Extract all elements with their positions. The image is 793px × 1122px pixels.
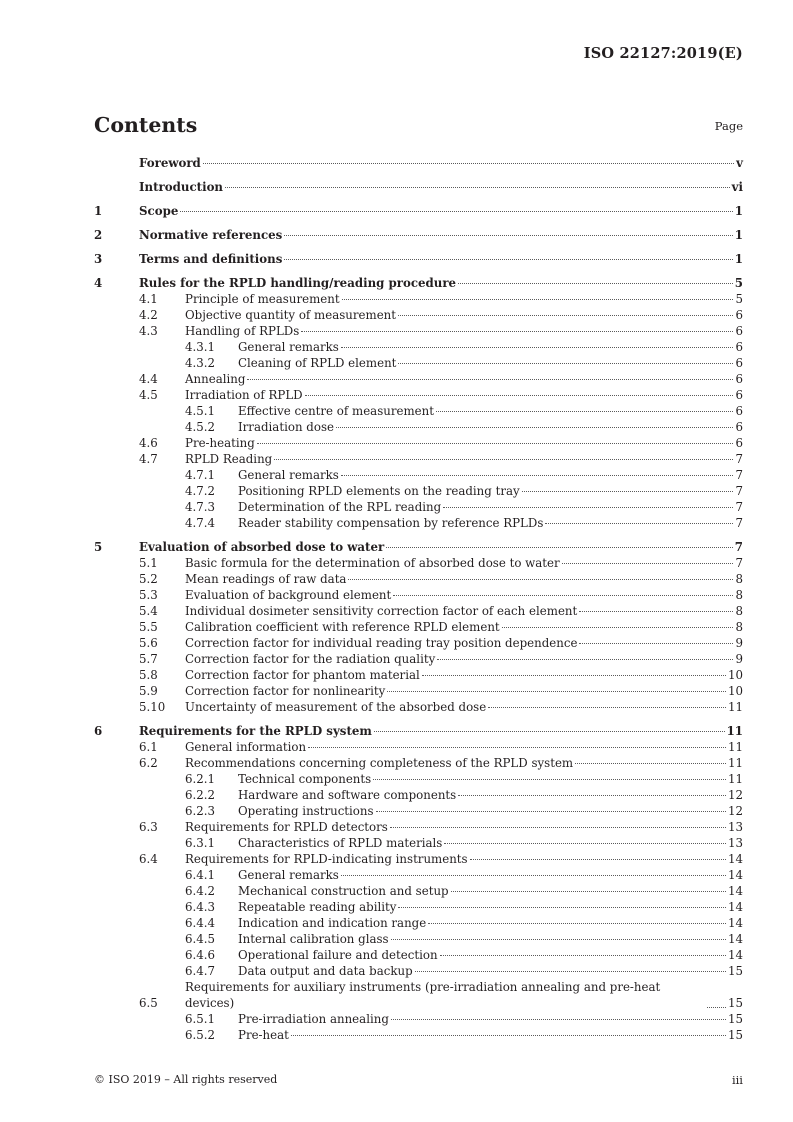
toc-entry-page[interactable]: 11 bbox=[727, 772, 743, 786]
toc-entry-number: 6.3 bbox=[139, 820, 158, 834]
toc-entry-number: 6.4.4 bbox=[185, 916, 216, 930]
toc-entry[interactable] bbox=[94, 899, 743, 915]
toc-entry[interactable] bbox=[94, 771, 743, 787]
toc-entry-number: 6.4 bbox=[139, 852, 158, 866]
toc-entry[interactable] bbox=[94, 387, 743, 403]
dot-leader bbox=[386, 547, 733, 548]
toc-entry-number: 5.3 bbox=[139, 588, 158, 602]
toc-entry-page[interactable]: 12 bbox=[727, 788, 743, 802]
toc-entry-title[interactable]: Operational failure and detection bbox=[238, 948, 438, 962]
toc-entry-number: 1 bbox=[94, 204, 103, 218]
toc-entry[interactable] bbox=[94, 403, 743, 419]
toc-entry-number: 6.2.1 bbox=[185, 772, 216, 786]
toc-entry[interactable] bbox=[94, 435, 743, 451]
toc-entry-title[interactable]: Operating instructions bbox=[238, 804, 374, 818]
toc-entry-title[interactable]: Correction factor for individual reading tray position dependence bbox=[185, 636, 578, 650]
toc-entry[interactable] bbox=[94, 179, 743, 195]
toc-entry-page[interactable]: 6 bbox=[735, 388, 743, 402]
toc-entry-number: 6.4.5 bbox=[185, 932, 216, 946]
dot-leader bbox=[398, 363, 733, 364]
dot-leader bbox=[374, 731, 725, 732]
toc-entry[interactable] bbox=[94, 835, 743, 851]
toc-entry-page[interactable]: 7 bbox=[735, 500, 743, 514]
toc-entry-title[interactable]: Pre-heating bbox=[185, 436, 255, 450]
toc-entry-page[interactable]: 7 bbox=[735, 452, 743, 466]
table-of-contents bbox=[94, 155, 743, 1043]
toc-entry-title[interactable]: Cleaning of RPLD element bbox=[238, 356, 397, 370]
toc-entry[interactable] bbox=[94, 915, 743, 931]
toc-entry-number: 3 bbox=[94, 252, 103, 266]
dot-leader bbox=[562, 563, 734, 564]
dot-leader bbox=[436, 411, 733, 412]
toc-entry-page[interactable]: 5 bbox=[735, 292, 743, 306]
dot-leader bbox=[579, 611, 733, 612]
toc-entry-number: 4.3 bbox=[139, 324, 158, 338]
dot-leader bbox=[301, 331, 733, 332]
dot-leader bbox=[437, 659, 733, 660]
toc-entry-number: 4.4 bbox=[139, 372, 158, 386]
toc-entry-title[interactable]: Mean readings of raw data bbox=[185, 572, 347, 586]
toc-entry-title[interactable]: Data output and data backup bbox=[238, 964, 413, 978]
dot-leader bbox=[398, 315, 733, 316]
dot-leader bbox=[373, 779, 726, 780]
toc-entry-page[interactable]: 15 bbox=[727, 964, 743, 978]
toc-entry-title[interactable]: Irradiation of RPLD bbox=[185, 388, 303, 402]
dot-leader bbox=[387, 691, 726, 692]
toc-entry-title[interactable]: Hardware and software components bbox=[238, 788, 457, 802]
toc-entry-title[interactable]: Characteristics of RPLD materials bbox=[238, 836, 443, 850]
toc-entry-title[interactable]: General information bbox=[185, 740, 307, 754]
toc-entry[interactable] bbox=[94, 635, 743, 651]
toc-entry-page[interactable]: 6 bbox=[735, 420, 743, 434]
dot-leader bbox=[284, 259, 732, 260]
dot-leader bbox=[284, 235, 732, 236]
toc-entry-title[interactable]: Mechanical construction and setup bbox=[238, 884, 449, 898]
toc-entry-number: 5 bbox=[94, 540, 103, 554]
toc-entry-title[interactable]: Evaluation of background element bbox=[185, 588, 392, 602]
dot-leader bbox=[575, 763, 726, 764]
toc-entry-title[interactable]: Introduction bbox=[139, 180, 224, 194]
toc-entry-title[interactable]: Correction factor for phantom material bbox=[185, 668, 420, 682]
dot-leader bbox=[443, 507, 733, 508]
footer-copyright: © ISO 2019 – All rights reserved bbox=[94, 1073, 278, 1086]
toc-entry[interactable] bbox=[94, 355, 743, 371]
dot-leader bbox=[308, 747, 726, 748]
toc-entry[interactable] bbox=[94, 339, 743, 355]
toc-entry-title[interactable]: Foreword bbox=[139, 156, 201, 170]
toc-entry-page[interactable]: 14 bbox=[727, 932, 743, 946]
toc-entry[interactable] bbox=[94, 867, 743, 883]
toc-entry[interactable] bbox=[94, 515, 743, 531]
toc-entry-number: 4 bbox=[94, 276, 103, 290]
toc-entry-page[interactable]: 14 bbox=[727, 852, 743, 866]
toc-entry-title[interactable]: Indication and indication range bbox=[238, 916, 427, 930]
toc-entry[interactable] bbox=[94, 931, 743, 947]
dot-leader bbox=[488, 707, 726, 708]
toc-entry-number: 4.7.2 bbox=[185, 484, 216, 498]
toc-entry-page[interactable]: 10 bbox=[727, 668, 743, 682]
toc-entry-title[interactable]: Correction factor for nonlinearity bbox=[185, 684, 386, 698]
toc-entry-title[interactable]: Individual dosimeter sensitivity correction factor of each element bbox=[185, 604, 578, 618]
toc-entry-title[interactable]: Requirements for the RPLD system bbox=[139, 724, 372, 738]
dot-leader bbox=[545, 523, 733, 524]
toc-entry-title[interactable]: Requirements for RPLD-indicating instruments bbox=[185, 852, 468, 866]
dot-leader bbox=[422, 675, 726, 676]
toc-entry[interactable] bbox=[94, 499, 743, 515]
toc-entry[interactable] bbox=[94, 755, 743, 771]
toc-entry-number: 4.5.2 bbox=[185, 420, 216, 434]
dot-leader bbox=[398, 907, 726, 908]
toc-entry-page[interactable]: 6 bbox=[735, 324, 743, 338]
toc-entry-page[interactable]: 14 bbox=[727, 948, 743, 962]
footer-page-number: iii bbox=[731, 1073, 743, 1087]
toc-entry-title[interactable]: Determination of the RPL reading bbox=[238, 500, 442, 514]
toc-entry-page[interactable]: 6 bbox=[735, 356, 743, 370]
toc-entry-number: 5.9 bbox=[139, 684, 158, 698]
toc-entry[interactable] bbox=[94, 587, 743, 603]
toc-entry[interactable] bbox=[94, 667, 743, 683]
toc-entry[interactable] bbox=[94, 979, 743, 1011]
dot-leader bbox=[341, 875, 726, 876]
toc-entry-page[interactable]: 1 bbox=[734, 252, 743, 266]
toc-entry-page[interactable]: 11 bbox=[727, 700, 743, 714]
toc-entry-title[interactable]: Recommendations concerning completeness of the RPLD system bbox=[185, 756, 574, 770]
dot-leader bbox=[348, 579, 733, 580]
toc-entry-title[interactable]: Requirements for auxiliary instruments (pre-irradiation annealing and pre-heat devices) bbox=[185, 980, 661, 1010]
toc-entry-title[interactable]: Evaluation of absorbed dose to water bbox=[139, 540, 385, 554]
toc-entry-number: 4.7.1 bbox=[185, 468, 216, 482]
dot-leader bbox=[342, 299, 734, 300]
toc-entry-number: 6.4.7 bbox=[185, 964, 216, 978]
toc-entry[interactable] bbox=[94, 539, 743, 555]
toc-entry[interactable] bbox=[94, 1011, 743, 1027]
toc-entry-number: 4.1 bbox=[139, 292, 158, 306]
toc-entry-number: 5.8 bbox=[139, 668, 158, 682]
dot-leader bbox=[393, 595, 733, 596]
toc-entry[interactable] bbox=[94, 451, 743, 467]
toc-entry-number: 4.2 bbox=[139, 308, 158, 322]
toc-entry-number: 6.4.6 bbox=[185, 948, 216, 962]
dot-leader bbox=[257, 443, 734, 444]
toc-entry-title[interactable]: General remarks bbox=[238, 340, 339, 354]
toc-entry-number: 4.3.2 bbox=[185, 356, 216, 370]
toc-entry-page[interactable]: 7 bbox=[735, 468, 743, 482]
toc-entry-number: 6.2.3 bbox=[185, 804, 216, 818]
toc-entry-page[interactable]: 7 bbox=[735, 484, 743, 498]
toc-entry-number: 4.7 bbox=[139, 452, 158, 466]
toc-entry-page[interactable]: 11 bbox=[727, 740, 743, 754]
dot-leader bbox=[458, 283, 733, 284]
toc-entry-page[interactable]: 15 bbox=[727, 996, 743, 1010]
toc-entry-page[interactable]: 13 bbox=[727, 836, 743, 850]
dot-leader bbox=[415, 971, 726, 972]
dot-leader bbox=[376, 811, 726, 812]
toc-entry-number: 5.10 bbox=[139, 700, 166, 714]
toc-entry-number: 6.1 bbox=[139, 740, 158, 754]
toc-entry-title[interactable]: Correction factor for the radiation quality bbox=[185, 652, 436, 666]
toc-entry-title[interactable]: Pre-heat bbox=[238, 1028, 289, 1042]
toc-entry-number: 4.7.4 bbox=[185, 516, 216, 530]
toc-entry-title[interactable]: Handling of RPLDs bbox=[185, 324, 300, 338]
toc-entry-title[interactable]: Pre-irradiation annealing bbox=[238, 1012, 389, 1026]
dot-leader bbox=[707, 1007, 726, 1008]
toc-entry-page[interactable]: 11 bbox=[727, 756, 743, 770]
toc-entry[interactable] bbox=[94, 723, 743, 739]
toc-entry-title[interactable]: Requirements for RPLD detectors bbox=[185, 820, 388, 834]
toc-entry[interactable] bbox=[94, 371, 743, 387]
toc-entry-page[interactable]: 14 bbox=[727, 868, 743, 882]
dot-leader bbox=[522, 491, 734, 492]
toc-entry-page[interactable]: 1 bbox=[734, 204, 743, 218]
toc-entry-page[interactable]: vi bbox=[731, 180, 743, 194]
toc-entry-number: 6.5.2 bbox=[185, 1028, 216, 1042]
toc-entry-page[interactable]: 1 bbox=[734, 228, 743, 242]
toc-entry[interactable] bbox=[94, 739, 743, 755]
toc-entry-number: 5.6 bbox=[139, 636, 158, 650]
toc-entry[interactable] bbox=[94, 155, 743, 171]
toc-entry[interactable] bbox=[94, 603, 743, 619]
toc-entry[interactable] bbox=[94, 851, 743, 867]
dot-leader bbox=[428, 923, 726, 924]
toc-entry-title[interactable]: Normative references bbox=[139, 228, 283, 242]
toc-entry-title[interactable]: Principle of measurement bbox=[185, 292, 340, 306]
toc-entry-number: 5.4 bbox=[139, 604, 158, 618]
dot-leader bbox=[225, 187, 730, 188]
toc-entry-title[interactable]: Irradiation dose bbox=[238, 420, 334, 434]
dot-leader bbox=[470, 859, 726, 860]
toc-entry-page[interactable]: 6 bbox=[735, 404, 743, 418]
toc-entry[interactable] bbox=[94, 203, 743, 219]
dot-leader bbox=[502, 627, 734, 628]
toc-entry-title[interactable]: Positioning RPLD elements on the reading tray bbox=[238, 484, 520, 498]
toc-entry-number: 6.2 bbox=[139, 756, 158, 770]
toc-entry-page[interactable]: 14 bbox=[727, 884, 743, 898]
toc-entry-page[interactable]: 8 bbox=[735, 604, 743, 618]
toc-entry-number: 4.7.3 bbox=[185, 500, 216, 514]
toc-entry-title[interactable]: Rules for the RPLD handling/reading procedure bbox=[139, 276, 457, 290]
toc-entry-page[interactable]: 9 bbox=[735, 652, 743, 666]
toc-entry-page[interactable]: 8 bbox=[735, 620, 743, 634]
toc-entry[interactable] bbox=[94, 803, 743, 819]
toc-entry-number: 5.2 bbox=[139, 572, 158, 586]
dot-leader bbox=[291, 1035, 726, 1036]
toc-entry[interactable] bbox=[94, 323, 743, 339]
toc-entry-page[interactable]: 15 bbox=[727, 1012, 743, 1026]
toc-entry[interactable] bbox=[94, 1027, 743, 1043]
dot-leader bbox=[391, 1019, 726, 1020]
toc-entry-number: 5.1 bbox=[139, 556, 158, 570]
toc-entry[interactable] bbox=[94, 947, 743, 963]
toc-entry-title[interactable]: Terms and definitions bbox=[139, 252, 283, 266]
toc-entry[interactable] bbox=[94, 251, 743, 267]
toc-entry-page[interactable]: 7 bbox=[735, 516, 743, 530]
toc-entry-page[interactable]: 6 bbox=[735, 372, 743, 386]
document-id: ISO 22127:2019(E) bbox=[583, 45, 743, 62]
toc-entry-page[interactable]: 15 bbox=[727, 1028, 743, 1042]
dot-leader bbox=[247, 379, 733, 380]
toc-entry-page[interactable]: 10 bbox=[727, 684, 743, 698]
toc-entry-number: 4.3.1 bbox=[185, 340, 216, 354]
dot-leader bbox=[305, 395, 734, 396]
toc-entry-page[interactable]: 9 bbox=[735, 636, 743, 650]
dot-leader bbox=[579, 643, 733, 644]
dot-leader bbox=[440, 955, 726, 956]
toc-entry-page[interactable]: 7 bbox=[735, 556, 743, 570]
toc-entry-title[interactable]: Annealing bbox=[185, 372, 246, 386]
page-title: Contents bbox=[94, 113, 198, 137]
toc-entry-number: 6.2.2 bbox=[185, 788, 216, 802]
toc-entry[interactable] bbox=[94, 819, 743, 835]
toc-entry-title[interactable]: Uncertainty of measurement of the absorbed dose bbox=[185, 700, 487, 714]
toc-entry-number: 6.4.2 bbox=[185, 884, 216, 898]
toc-entry-page[interactable]: 14 bbox=[727, 900, 743, 914]
dot-leader bbox=[390, 827, 726, 828]
toc-entry-number: 5.5 bbox=[139, 620, 158, 634]
toc-entry[interactable] bbox=[94, 291, 743, 307]
toc-entry[interactable] bbox=[94, 483, 743, 499]
toc-entry-page[interactable]: 5 bbox=[734, 276, 743, 290]
toc-entry-title[interactable]: Calibration coefficient with reference RPLD element bbox=[185, 620, 500, 634]
toc-entry-number: 6.3.1 bbox=[185, 836, 216, 850]
toc-entry-title[interactable]: Internal calibration glass bbox=[238, 932, 389, 946]
toc-entry-title[interactable]: Effective centre of measurement bbox=[238, 404, 434, 418]
toc-entry-page[interactable]: 8 bbox=[735, 572, 743, 586]
dot-leader bbox=[341, 475, 734, 476]
toc-entry[interactable] bbox=[94, 619, 743, 635]
toc-entry[interactable] bbox=[94, 419, 743, 435]
dot-leader bbox=[458, 795, 726, 796]
dot-leader bbox=[444, 843, 726, 844]
toc-entry[interactable] bbox=[94, 571, 743, 587]
toc-entry-number: 6 bbox=[94, 724, 103, 738]
page-column-label: Page bbox=[714, 119, 743, 133]
toc-entry[interactable] bbox=[94, 307, 743, 323]
toc-entry-number: 6.5 bbox=[139, 996, 158, 1010]
toc-entry[interactable] bbox=[94, 963, 743, 979]
dot-leader bbox=[451, 891, 726, 892]
toc-entry-page[interactable]: 11 bbox=[726, 724, 743, 738]
toc-entry-page[interactable]: 13 bbox=[727, 820, 743, 834]
toc-entry-title[interactable]: Reader stability compensation by reference RPLDs bbox=[238, 516, 544, 530]
toc-entry[interactable] bbox=[94, 467, 743, 483]
toc-entry-number: 6.5.1 bbox=[185, 1012, 216, 1026]
toc-entry[interactable] bbox=[94, 699, 743, 715]
toc-entry-page[interactable]: 6 bbox=[735, 436, 743, 450]
toc-entry[interactable] bbox=[94, 651, 743, 667]
dot-leader bbox=[203, 163, 734, 164]
toc-entry[interactable] bbox=[94, 555, 743, 571]
dot-leader bbox=[180, 211, 732, 212]
toc-entry-page[interactable]: 8 bbox=[735, 588, 743, 602]
toc-entry-number: 5.7 bbox=[139, 652, 158, 666]
toc-entry-number: 6.4.1 bbox=[185, 868, 216, 882]
toc-entry-number: 6.4.3 bbox=[185, 900, 216, 914]
dot-leader bbox=[336, 427, 734, 428]
dot-leader bbox=[341, 347, 734, 348]
toc-entry[interactable] bbox=[94, 275, 743, 291]
toc-entry-title[interactable]: General remarks bbox=[238, 468, 339, 482]
toc-entry-number: 4.5 bbox=[139, 388, 158, 402]
toc-entry[interactable] bbox=[94, 227, 743, 243]
dot-leader bbox=[274, 459, 733, 460]
toc-entry-title[interactable]: Repeatable reading ability bbox=[238, 900, 397, 914]
toc-entry-page[interactable]: v bbox=[736, 156, 743, 170]
dot-leader bbox=[391, 939, 726, 940]
toc-entry-page[interactable]: 6 bbox=[735, 308, 743, 322]
toc-entry-title[interactable]: RPLD Reading bbox=[185, 452, 273, 466]
toc-entry-title[interactable]: Objective quantity of measurement bbox=[185, 308, 397, 322]
toc-entry-page[interactable]: 12 bbox=[727, 804, 743, 818]
toc-entry[interactable] bbox=[94, 683, 743, 699]
toc-entry-number: 4.6 bbox=[139, 436, 158, 450]
toc-entry-title[interactable]: General remarks bbox=[238, 868, 339, 882]
toc-entry-number: 2 bbox=[94, 228, 103, 242]
toc-entry-page[interactable]: 6 bbox=[735, 340, 743, 354]
toc-entry-page[interactable]: 14 bbox=[727, 916, 743, 930]
toc-entry[interactable] bbox=[94, 883, 743, 899]
toc-entry[interactable] bbox=[94, 787, 743, 803]
toc-entry-number: 4.5.1 bbox=[185, 404, 216, 418]
toc-entry-title[interactable]: Technical components bbox=[238, 772, 372, 786]
toc-entry-title[interactable]: Scope bbox=[139, 204, 179, 218]
toc-entry-page[interactable]: 7 bbox=[734, 540, 743, 554]
toc-entry-title[interactable]: Basic formula for the determination of absorbed dose to water bbox=[185, 556, 560, 570]
